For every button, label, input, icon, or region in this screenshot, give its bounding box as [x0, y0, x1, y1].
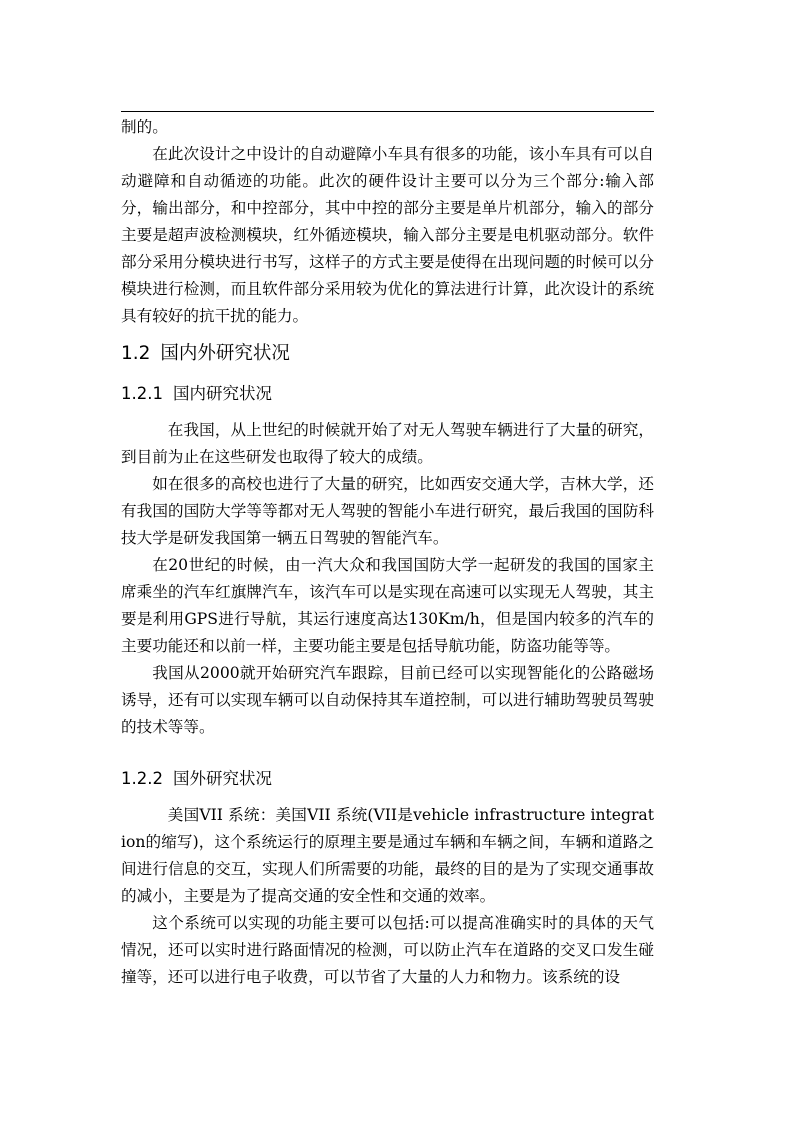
section-number: 1.2: [121, 343, 151, 364]
subsection-number: 1.2.2: [121, 769, 163, 788]
subsection-heading-1-2-1: [121, 374, 654, 414]
section-title: 国内外研究状况: [160, 343, 290, 364]
subsection-title: 国内研究状况: [172, 384, 272, 403]
body-paragraph: 美国VII 系统：美国VII 系统(VII是vehicle infrastructure integration的缩写)，这个系统运行的原理主要是通过车辆和车辆之间，车辆和道路之间进行信息的交互，实现人们所需要的功能，最终的目的是为了实现交通事故的减小，主要是为了提高交通的安全性和交通的效率。: [121, 806, 654, 905]
body-paragraph: 这个系统可以实现的功能主要可以包括:可以提高准确实时的具体的天气情况，还可以实时进行路面情况的检测，可以防止汽车在道路的交叉口发生碰撞等，还可以进行电子收费，可以节省了大量的人力和物力。该系统的设: [121, 914, 654, 986]
subsection-title: 国外研究状况: [172, 769, 272, 788]
body-paragraph: 在20世纪的时候，由一汽大众和我国国防大学一起研发的我国的国家主席乘坐的汽车红旗牌汽车，该汽车可以是实现在高速可以实现无人驾驶，其主要是利用GPS进行导航，其运行速度高达130Km/h，但是国内较多的汽车的主要功能还和以前一样，主要功能主要是包括导航功能，防盗功能等等。: [121, 556, 654, 655]
subsection-heading-1-2-2: [121, 759, 654, 799]
page-content: [121, 114, 654, 991]
body-paragraph: 制的。: [121, 118, 168, 136]
section-heading-1-2: [121, 334, 654, 374]
body-paragraph: 如在很多的高校也进行了大量的研究，比如西安交通大学，吉林大学，还有我国的国防大学等等都对无人驾驶的智能小车进行研究，最后我国的国防科技大学是研发我国第一辆五日驾驶的智能汽车。: [121, 475, 654, 547]
body-paragraph: 我国从2000就开始研究汽车跟踪，目前已经可以实现智能化的公路磁场诱导，还有可以实现车辆可以自动保持其车道控制，可以进行辅助驾驶员驾驶的技术等等。: [121, 664, 654, 736]
header-rule: [121, 111, 654, 112]
subsection-number: 1.2.1: [121, 384, 163, 403]
body-paragraph: 在此次设计之中设计的自动避障小车具有很多的功能，该小车具有可以自动避障和自动循迹的功能。此次的硬件设计主要可以分为三个部分:输入部分，输出部分，和中控部分，其中中控的部分主要是单片机部分，输入的部分主要是超声波检测模块，红外循迹模块，输入部分主要是电机驱动部分。软件部分采用分模块进行书写，这样子的方式主要是使得在出现问题的时候可以分模块进行检测，而且软件部分采用较为优化的算法进行计算，此次设计的系统具有较好的抗干扰的能力。: [121, 145, 654, 325]
body-paragraph: 在我国，从上世纪的时候就开始了对无人驾驶车辆进行了大量的研究，到目前为止在这些研发也取得了较大的成绩。: [121, 421, 654, 466]
